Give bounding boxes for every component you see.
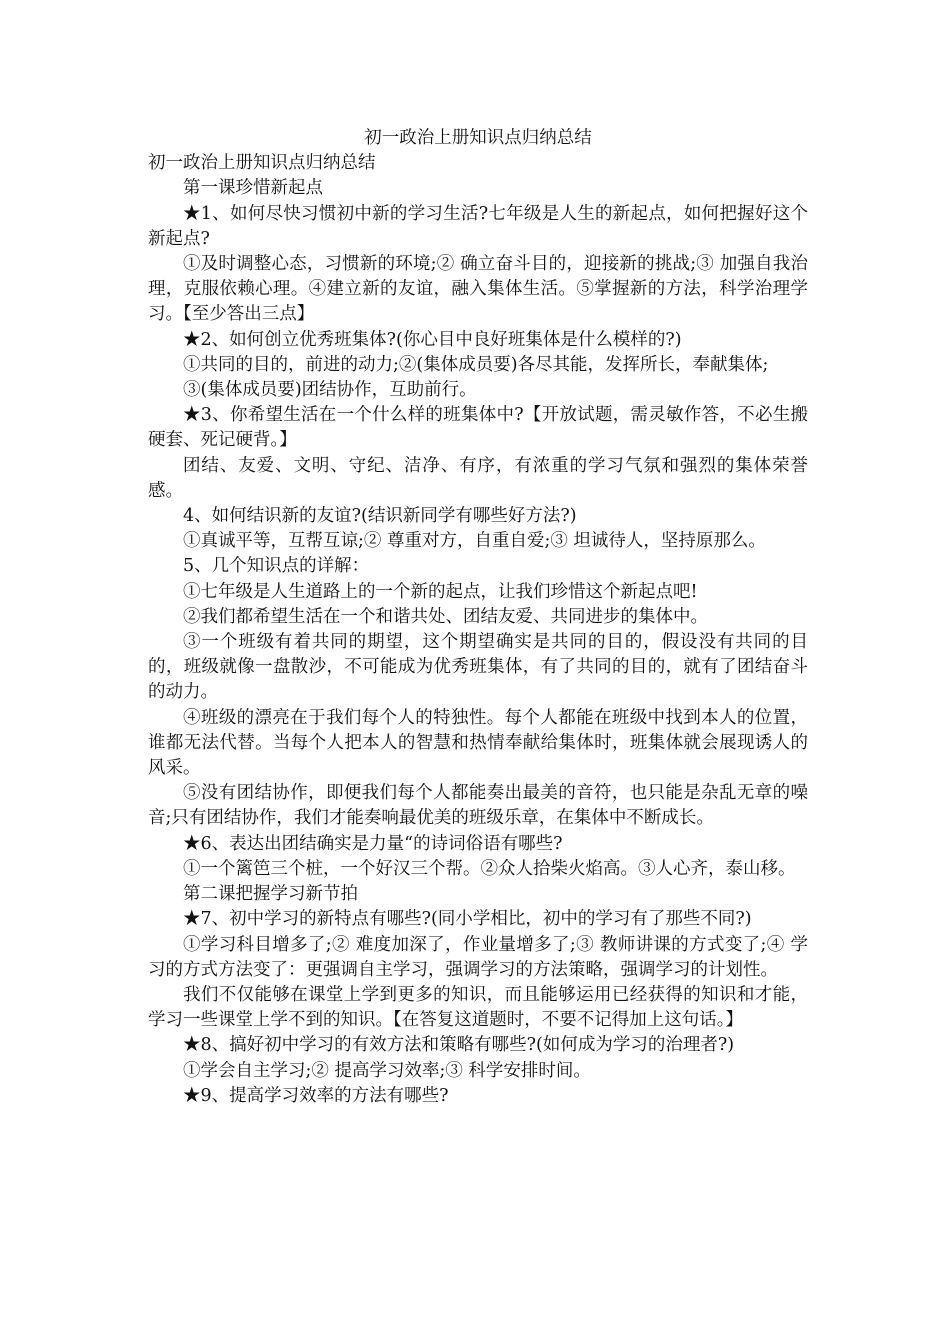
answer-paragraph: ④班级的漂亮在于我们每个人的特独性。每个人都能在班级中找到本人的位置，谁都无法代替。当每个人把本人的智慧和热情奉献给集体时，班集体就会展现诱人的风采。 [148,707,808,779]
section-heading: 第二课把握学习新节拍 [183,884,358,905]
question-paragraph: 4、如何结识新的友谊?(结识新同学有哪些好方法?) [183,506,577,527]
question-paragraph: ★3、你希望生活在一个什么样的班集体中?【开放试题，需灵敏作答，不必生搬硬套、死记硬背。】 [148,405,808,451]
answer-paragraph: ①学习科目增多了;② 难度加深了，作业量增多了;③ 教师讲课的方式变了;④ 学习的方式方法变了：更强调自主学习，强调学习的方法策略，强调学习的计划性。 [148,934,808,980]
answer-paragraph: 团结、友爱、文明、守纪、洁净、有序，有浓重的学习气氛和强烈的集体荣誉感。 [148,455,808,501]
question-paragraph: ★1、如何尽快习惯初中新的学习生活?七年级是人生的新起点，如何把握好这个新起点? [148,203,808,249]
answer-paragraph: ②我们都希望生活在一个和谐共处、团结友爱、共同进步的集体中。 [183,606,708,627]
answer-paragraph: ①及时调整心态，习惯新的环境;② 确立奋斗目的，迎接新的挑战;③ 加强自我治理，克服依赖心理。④建立新的友谊，融入集体生活。⑤掌握新的方法，科学治理学习。【至少答出三点】 [148,254,808,325]
answer-paragraph: 我们不仅能够在课堂上学到更多的知识，而且能够运用已经获得的知识和才能，学习一些课堂上学不到的知识。【在答复这道题时，不要不记得加上这句话。】 [148,984,808,1031]
question-paragraph: ★8、搞好初中学习的有效方法和策略有哪些?(如何成为学习的治理者?) [183,1035,735,1056]
answer-paragraph: ③一个班级有着共同的期望，这个期望确实是共同的目的，假设没有共同的目的，班级就像一盘散沙，不可能成为优秀班集体，有了共同的目的，就有了团结奋斗的动力。 [148,632,808,703]
paragraph-list [148,176,808,1109]
answer-paragraph: ①共同的目的，前进的动力;②(集体成员要)各尽其能，发挥所长，奉献集体; [183,354,769,375]
question-paragraph: ★6、表达出团结确实是力量“的诗词俗语有哪些? [183,833,563,854]
answer-paragraph: ①学会自主学习;② 提高学习效率;③ 科学安排时间。 [183,1060,591,1081]
section-heading: 第一课珍惜新起点 [183,178,323,199]
document-subtitle: 初一政治上册知识点归纳总结 [148,153,376,174]
answer-paragraph: ①真诚平等，互帮互谅;② 尊重对方，自重自爱;③ 坦诚待人，坚持原那么。 [183,531,766,552]
question-paragraph: ★9、提高学习效率的方法有哪些? [183,1085,449,1106]
question-paragraph: 5、几个知识点的详解： [183,556,370,577]
answer-paragraph: ①一个篱笆三个桩，一个好汉三个帮。②众人拾柴火焰高。③人心齐，泰山移。 [183,858,796,879]
question-paragraph: ★7、初中学习的新特点有哪些?(同小学相比，初中的学习有了那些不同?) [183,909,752,930]
answer-paragraph: ①七年级是人生道路上的一个新的起点，让我们珍惜这个新起点吧! [183,581,698,602]
document-body [148,126,808,1109]
question-paragraph: ★2、如何创立优秀班集体?(你心目中良好班集体是什么模样的?) [183,329,682,350]
answer-paragraph: ⑤没有团结协作，即便我们每个人都能奏出最美的音符，也只能是杂乱无章的噪音;只有团结协作，我们才能奏响最优美的班级乐章，在集体中不断成长。 [148,783,808,829]
document-title: 初一政治上册知识点归纳总结 [364,128,592,148]
answer-paragraph: ③(集体成员要)团结协作，互助前行。 [183,380,477,401]
